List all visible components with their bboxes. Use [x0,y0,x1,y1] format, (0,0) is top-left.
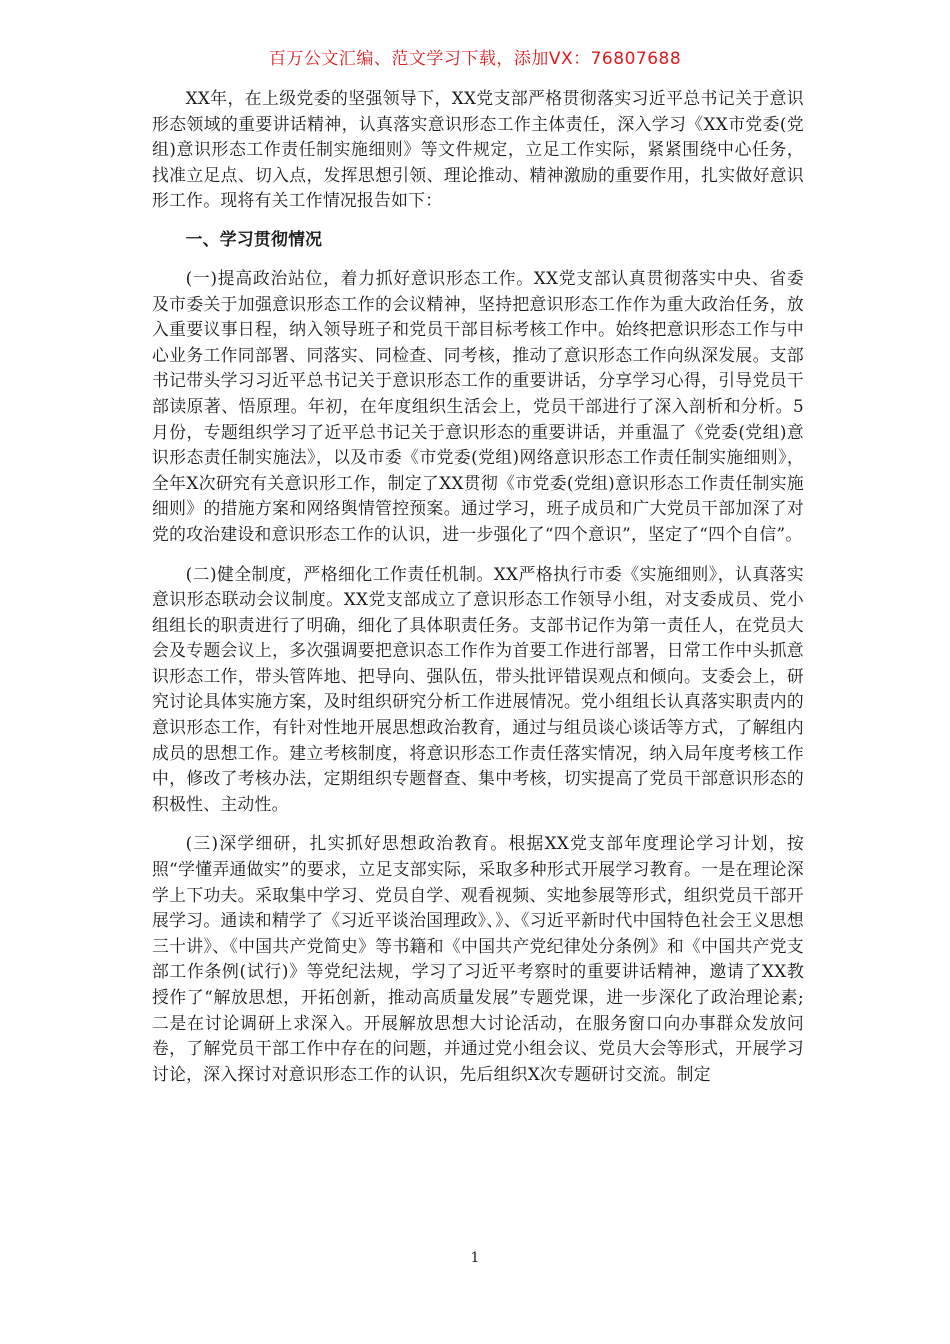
document-body [152,86,804,1087]
intro-paragraph: XX年，在上级党委的坚强领导下，XX党支部严格贯彻落实习近平总书记关于意识形态领域的重要讲话精神，认真落实意识形态工作主体责任，深入学习《XX市党委(党组)意识形态工作责任制实施细则》等文件规定，立足工作实际，紧紧围绕中心任务，找准立足点、切入点，发挥思想引领、理论推动、精神激励的重要作用，扎实做好意识形工作。现将有关工作情况报告如下： [152,88,804,211]
page-number: 1 [470,1250,480,1266]
section-heading: 一、学习贯彻情况 [185,228,323,249]
promo-banner: 百万公文汇编、范文学习下载，添加VX：76807688 [268,49,682,69]
paragraph-1: (一)提高政治站位，着力抓好意识形态工作。XX党支部认真贯彻落实中央、省委及市委关于加强意识形态工作的会议精神，坚持把意识形态工作作为重大政治任务，放入重要议事日程，纳入领导班子和党员干部目标考核工作中。始终把意识形态工作与中心业务工作同部署、同落实、同检查、同考核，推动了意识形态工作向纵深发展。支部书记带头学习习近平总书记关于意识形态工作的重要讲话，分享学习心得，引导党员干部读原著、悟原理。年初，在年度组织生活会上，党员干部进行了深入剖析和分析。5月份，专题组织学习了近平总书记关于意识形态的重要讲话，并重温了《党委(党组)意识形态责任制实施法》，以及市委《市党委(党组)网络意识形态工作责任制实施细则》，全年X次研究有关意识形工作，制定了XX贯彻《市党委(党组)意识形态工作责任制实施细则》的措施方案和网络舆情管控预案。通过学习，班子成员和广大党员干部加深了对党的攻治建设和意识形态工作的认识，进一步强化了“四个意识”，坚定了“四个自信”。 [152,267,804,544]
paragraph-3: (三)深学细研，扎实抓好思想政治教育。根据XX党支部年度理论学习计划，按照“学懂弄通做实”的要求，立足支部实际，采取多种形式开展学习教育。一是在理论深学上下功夫。采取集中学习、党员自学、观看视频、实地参展等形式，组织党员干部开展学习。通读和精学了《习近平谈治国理政》、》、《习近平新时代中国特色社会王义思想三十讲》、《中国共产党简史》等书籍和《中国共产党纪律处分条例》和《中国共产党支部工作条例(试行)》等党纪法规，学习了习近平考察时的重要讲话精神，邀请了XX教授作了“解放思想，开拓创新，推动高质量发展”专题党课，进一步深化了政治理论素;二是在讨论调研上求深入。开展解放思想大讨论活动，在服务窗口向办事群众发放问卷，了解党员干部工作中存在的问题，并通过党小组会议、党员大会等形式，开展学习讨论，深入探讨对意识形态工作的认识，先后组织X次专题研讨交流。制定 [152,833,804,1084]
paragraph-2: (二)健全制度，严格细化工作责任机制。XX严格执行市委《实施细则》，认真落实意识形态联动会议制度。XX党支部成立了意识形态工作领导小组，对支委成员、党小组组长的职责进行了明确，细化了具体职责任务。支部书记作为第一责任人，在党员大会及专题会议上，多次强调要把意识态工作作为首要工作进行部署，日常工作中头抓意识形态工作，带头管阵地、把导向、强队伍，带头批评错误观点和倾向。支委会上，研究讨论具体实施方案，及时组织研究分析工作进展情况。党小组组长认真落实职责内的意识形态工作，有针对性地开展思想政治教育，通过与组员谈心谈话等方式，了解组内成员的思想工作。建立考核制度，将意识形态工作责任落实情况，纳入局年度考核工作中，修改了考核办法，定期组织专题督查、集中考核，切实提高了党员干部意识形态的积极性、主动性。 [152,563,804,814]
